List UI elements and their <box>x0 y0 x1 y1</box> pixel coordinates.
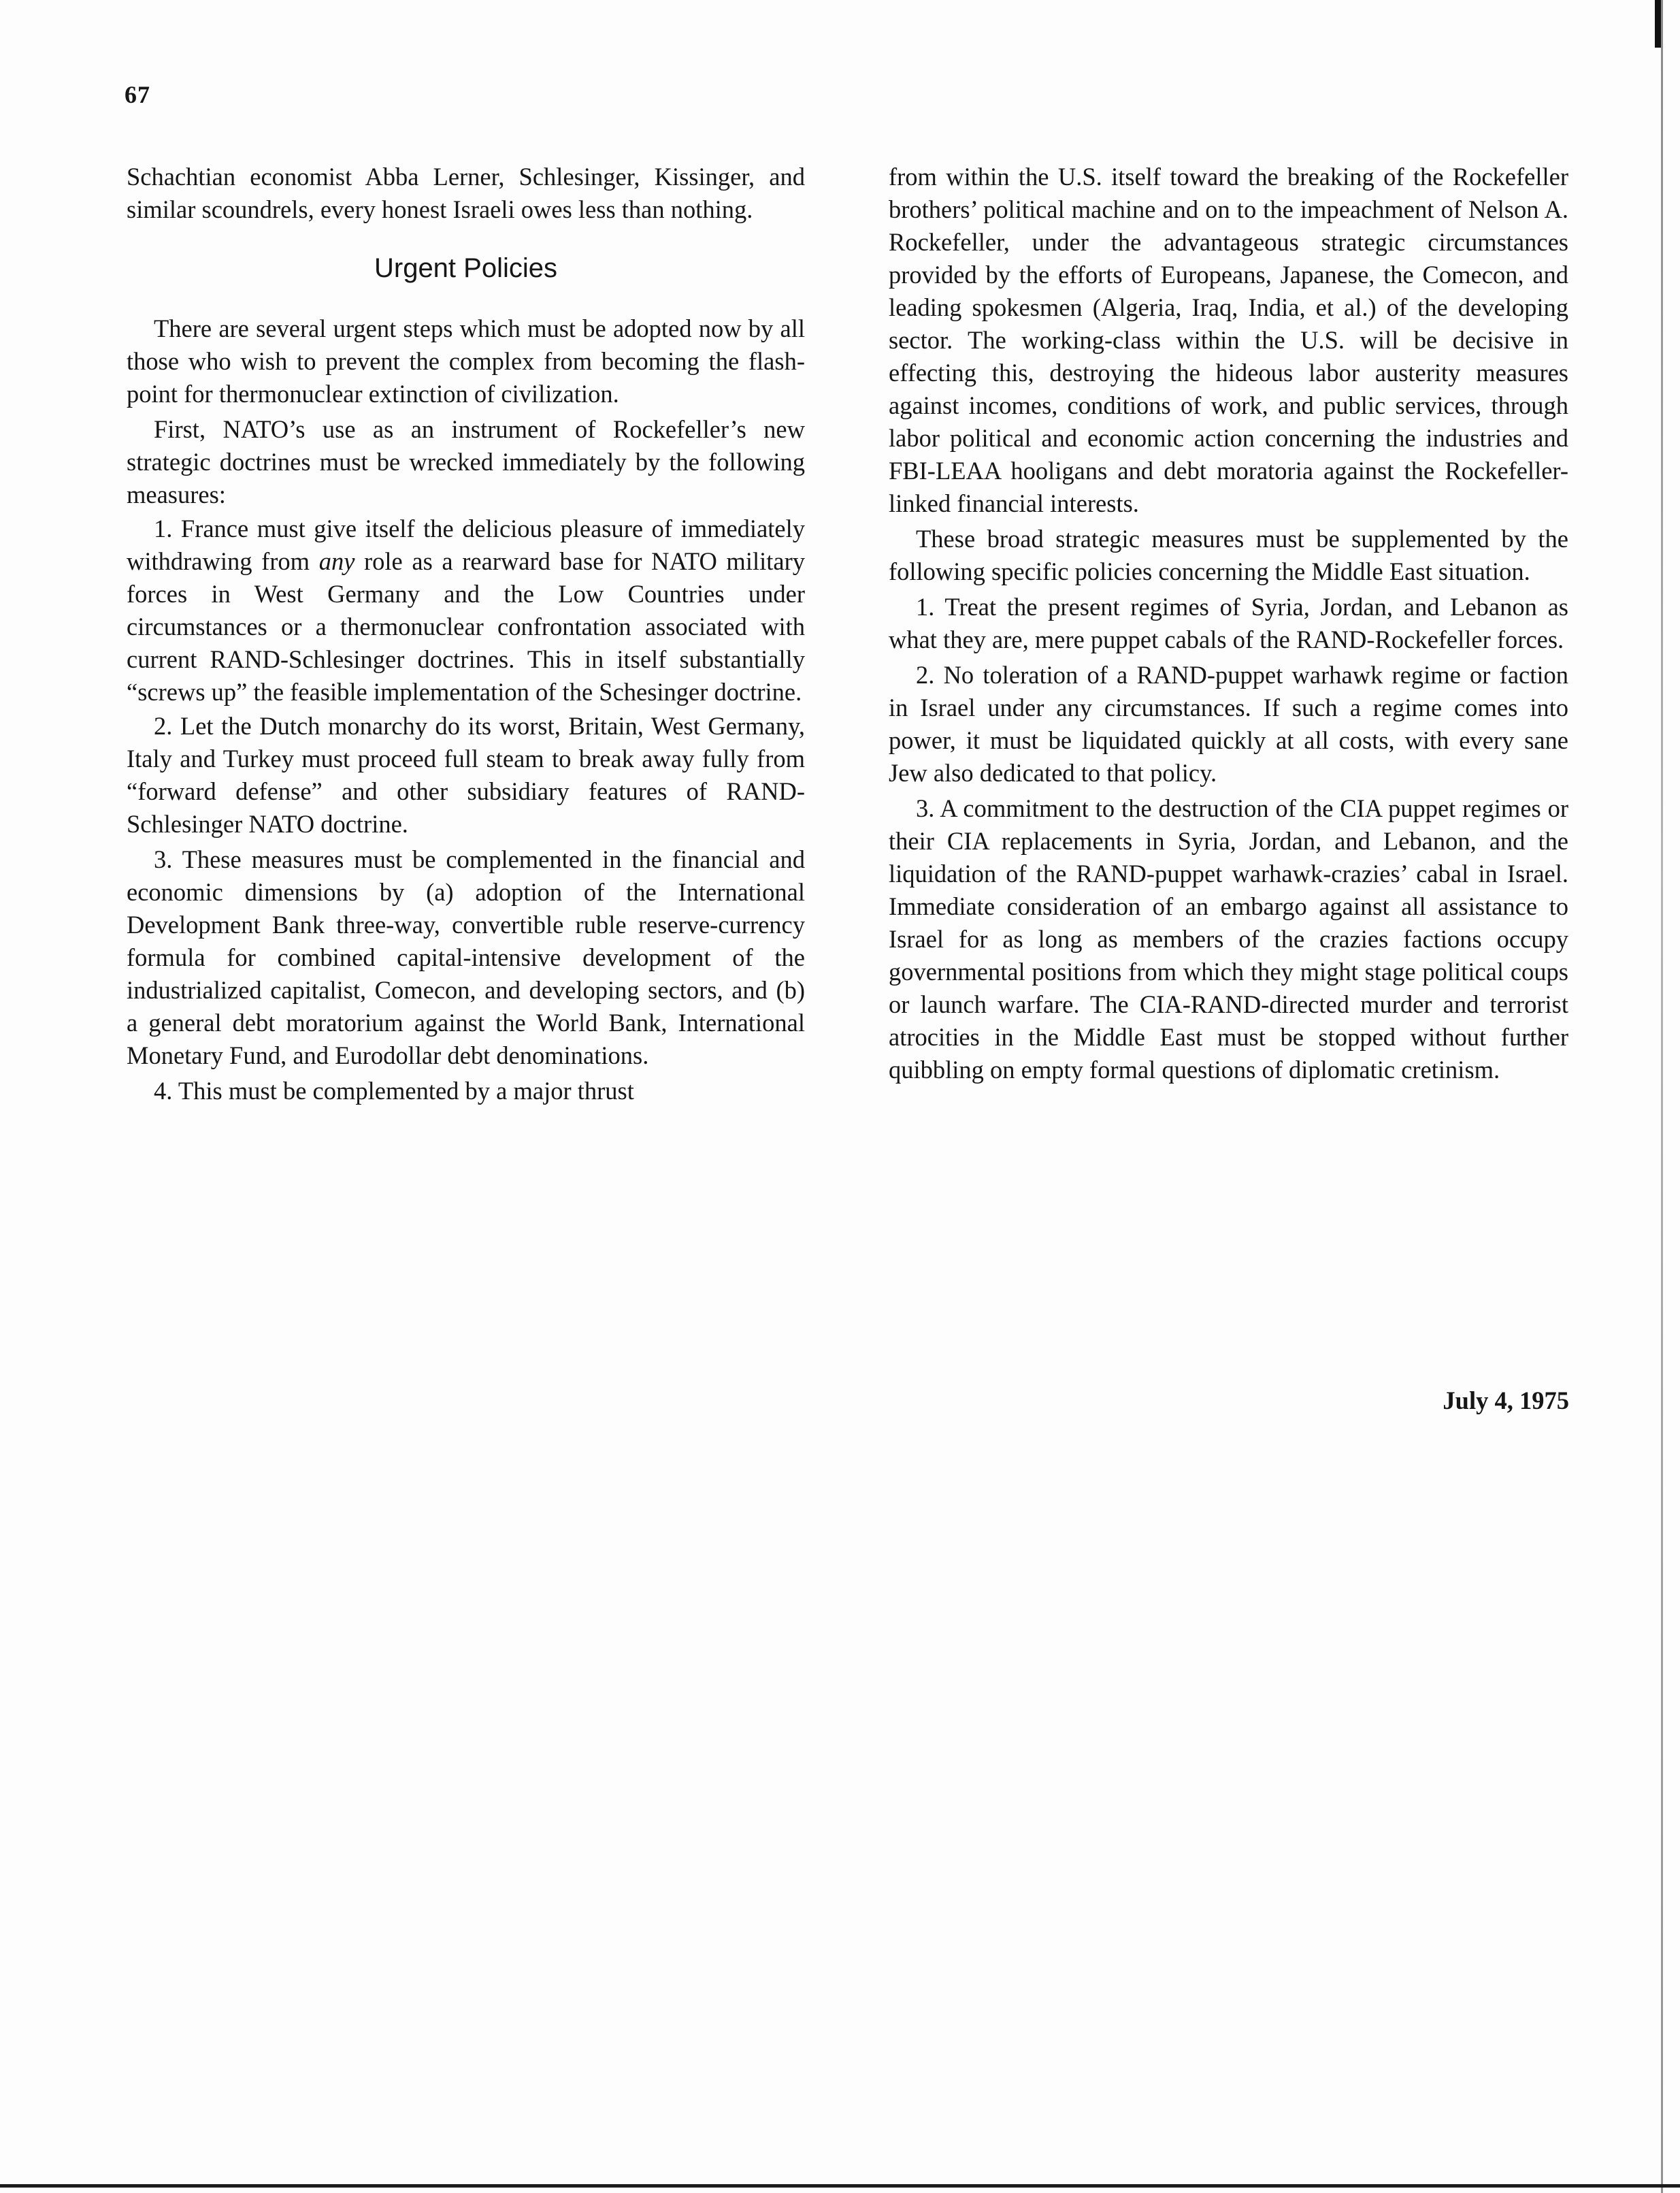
scan-edge <box>1661 0 1663 2193</box>
list-item-text: role as a rearward base for NATO military forces in West Germany and the Low Countries under circumstances or a thermonuclear confrontation associated with current RAND-Schlesinger doctrines. This in itself substantially “screws up” the feasible implementation of the Schesinger doctrine. <box>127 547 805 706</box>
policy-item-1: 1. Treat the present regimes of Syria, Jordan, and Lebanon as what they are, mere puppet cabals of the RAND-Rockefeller forces. <box>889 593 1568 653</box>
list-item-1 <box>127 513 805 709</box>
dateline: July 4, 1975 <box>1443 1386 1569 1414</box>
scan-artifact <box>1655 0 1661 48</box>
body-paragraph: There are several urgent steps which must be adopted now by all those who wish to prevent the complex from becoming the flash-point for thermonuclear extinction of civilization. <box>127 314 805 408</box>
body-paragraph: First, NATO’s use as an instrument of Rockefeller’s new strategic doctrines must be wrecked immediately by the following measures: <box>127 415 805 508</box>
policy-item-3: 3. A commitment to the destruction of the CIA puppet regimes or their CIA replacements in Syria, Jordan, and Lebanon, and the liquidation of the RAND-puppet warhawk-crazies’ cabal in Israel. Immediate consideration of an embargo against all assistance to Israel for as long as members of the crazies factions occupy governmental positions from which they might stage political coups or launch warfare. The CIA-RAND-directed murder and terrorist atrocities in the Middle East must be stopped without further quibbling on empty formal questions of diplomatic cretinism. <box>889 794 1568 1084</box>
right-column <box>889 161 1568 1088</box>
scan-bottom-edge <box>0 2184 1680 2188</box>
section-heading: Urgent Policies <box>374 253 557 283</box>
list-item-4: 4. This must be complemented by a major thrust <box>154 1077 634 1105</box>
emphasis-text: any <box>318 547 355 575</box>
continued-paragraph: from within the U.S. itself toward the breaking of the Rockefeller brothers’ political machine and on to the impeachment of Nelson A. Rockefeller, under the advantageous strategic circumstances provided by the efforts of Europeans, Japanese, the Comecon, and leading spokesmen (Algeria, Iraq, India, et al.) of the developing sector. The working-class within the U.S. will be decisive in effecting this, destroying the hideous labor austerity measures against incomes, conditions of work, and public services, through labor political and economic action concerning the industries and FBI-LEAA hooligans and debt moratoria against the Rockefeller-linked financial interests. <box>889 163 1568 517</box>
left-column <box>127 161 805 1109</box>
list-item-3: 3. These measures must be complemented in the financial and economic dimensions by (a) adoption of the International Development Bank three-way, convertible ruble reserve-currency formula for combined capital-intensive development of the industrialized capitalist, Comecon, and developing sectors, and (b) a general debt moratorium against the World Bank, International Monetary Fund, and Eurodollar debt denominations. <box>127 845 805 1069</box>
body-paragraph: These broad strategic measures must be supplemented by the following specific policies concerning the Middle East situation. <box>889 525 1568 585</box>
list-item-2: 2. Let the Dutch monarchy do its worst, Britain, West Germany, Italy and Turkey must proceed full steam to break away fully from “forward defense” and other subsidiary features of RAND-Schlesinger NATO doctrine. <box>127 712 805 838</box>
intro-paragraph: Schachtian economist Abba Lerner, Schlesinger, Kissinger, and similar scoundrels, every honest Israeli owes less than nothing. <box>127 163 805 223</box>
list-item-text: 1. France must give itself the delicious pleasure of immediately withdrawing from <box>127 515 805 575</box>
policy-item-2: 2. No toleration of a RAND-puppet warhawk regime or faction in Israel under any circumstances. If such a regime comes into power, it must be liquidated quickly at all costs, with every sane Jew also dedicated to that policy. <box>889 661 1568 787</box>
page-number: 67 <box>125 81 150 108</box>
